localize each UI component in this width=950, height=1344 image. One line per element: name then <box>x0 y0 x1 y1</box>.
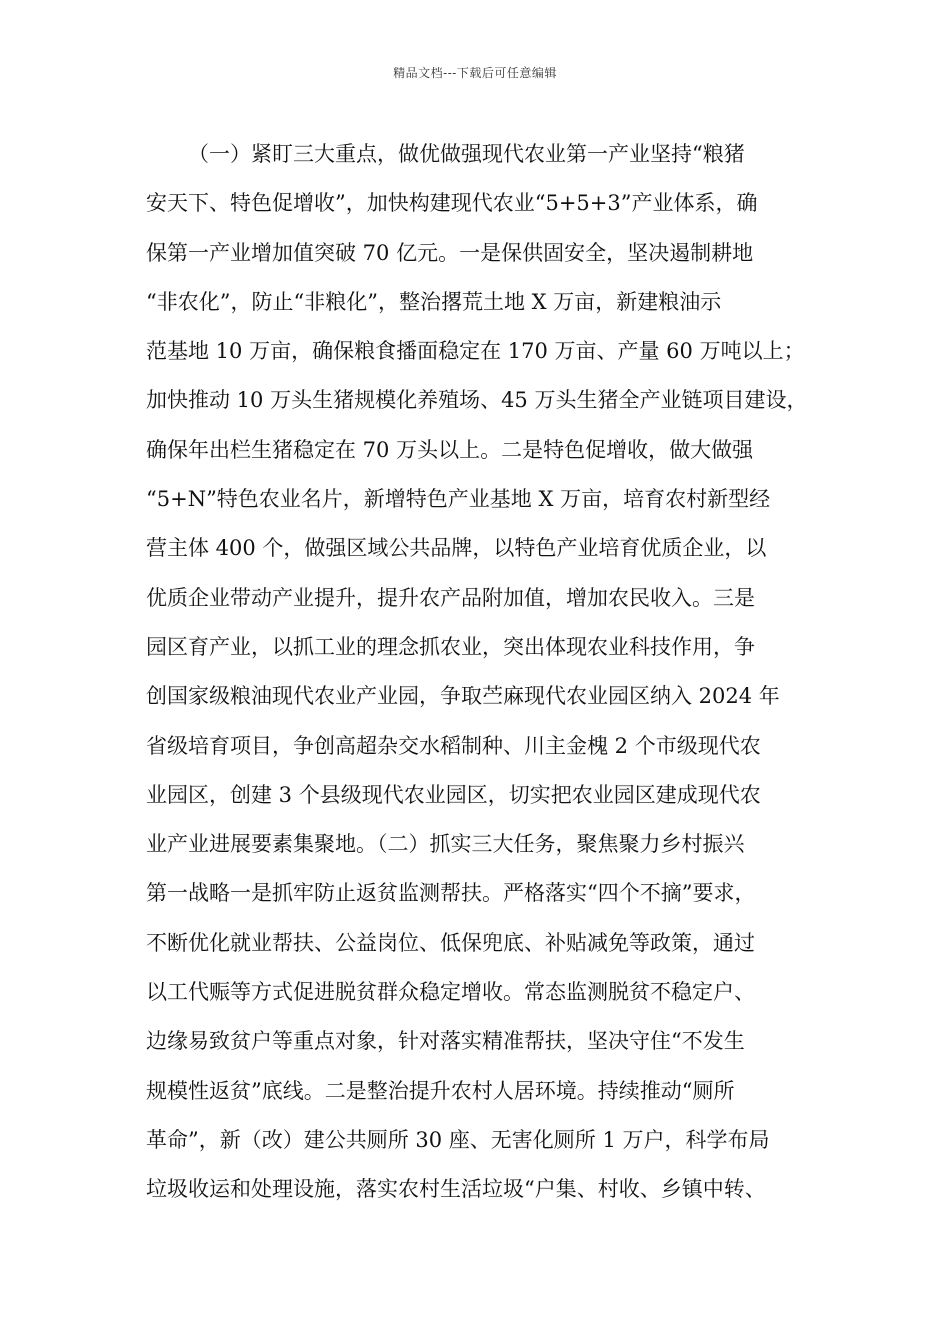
text-line: 创国家级粮油现代农业产业园，争取苎麻现代农业园区纳入 2024 年 <box>146 684 780 709</box>
text-line: “非农化”，防止“非粮化”，整治撂荒土地 X 万亩，新建粮油示 <box>146 289 722 314</box>
text-line: 范基地 10 万亩，确保粮食播面稳定在 170 万亩、产量 60 万吨以上； <box>146 339 805 364</box>
text-line: 确保年出栏生猪稳定在 70 万头以上。二是特色促增收，做大做强 <box>146 437 754 462</box>
text-line: 省级培育项目，争创高超杂交水稻制种、川主金槐 2 个市级现代农 <box>146 733 761 758</box>
text-line: 边缘易致贫户等重点对象，针对落实精准帮扶，坚决守住“不发生 <box>146 1029 745 1054</box>
text-line: 垃圾收运和处理设施，落实农村生活垃圾“户集、村收、乡镇中转、 <box>146 1177 766 1202</box>
text-line: 优质企业带动产业提升，提升农产品附加值，增加农民收入。三是 <box>146 585 755 610</box>
text-line: 园区育产业，以抓工业的理念抓农业，突出体现农业科技作用，争 <box>146 634 755 659</box>
text-line: 第一战略一是抓牢防止返贫监测帮扶。严格落实“四个不摘”要求， <box>146 881 756 906</box>
text-line: （一）紧盯三大重点，做优做强现代农业第一产业坚持“粮猪 <box>188 142 745 166</box>
text-line: 业产业进展要素集聚地。（二）抓实三大任务，聚焦聚力乡村振兴 <box>146 832 745 857</box>
body-paragraph <box>146 130 826 1215</box>
text-line: 加快推动 10 万头生猪规模化养殖场、45 万头生猪全产业链项目建设， <box>146 388 808 413</box>
text-line: 规模性返贫”底线。二是整治提升农村人居环境。持续推动“厕所 <box>146 1078 735 1103</box>
text-line: 安天下、特色促增收”，加快构建现代农业“5+5+3”产业体系，确 <box>146 191 758 216</box>
text-line: “5+N”特色农业名片，新增特色产业基地 X 万亩，培育农村新型经 <box>146 487 771 512</box>
text-line: 业园区，创建 3 个县级现代农业园区，切实把农业园区建成现代农 <box>146 782 761 807</box>
text-line: 革命”，新（改）建公共厕所 30 座、无害化厕所 1 万户，科学布局 <box>146 1127 770 1152</box>
text-line: 保第一产业增加值突破 70 亿元。一是保供固安全，坚决遏制耕地 <box>146 240 754 265</box>
text-line: 营主体 400 个，做强区域公共品牌，以特色产业培育优质企业，以 <box>146 536 767 561</box>
page-header: 精品文档---下载后可任意编辑 <box>393 66 557 80</box>
text-line: 不断优化就业帮扶、公益岗位、低保兜底、补贴减免等政策，通过 <box>146 930 755 955</box>
text-line: 以工代赈等方式促进脱贫群众稳定增收。常态监测脱贫不稳定户、 <box>146 980 755 1005</box>
